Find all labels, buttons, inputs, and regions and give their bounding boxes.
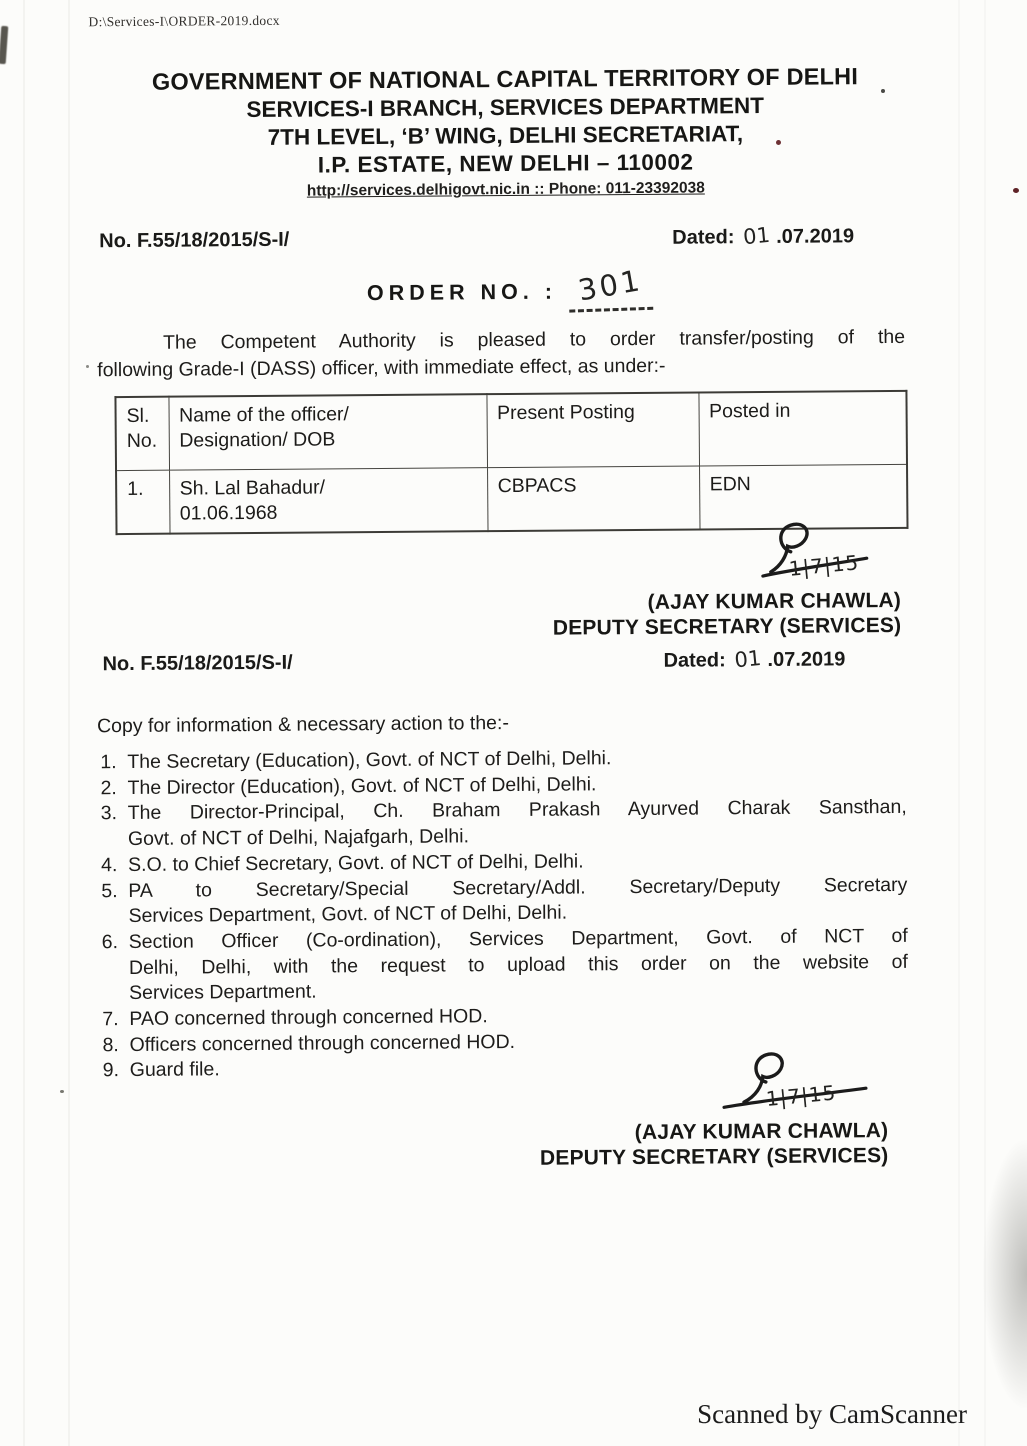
signature-scribble <box>760 521 871 589</box>
item-number: 4. <box>101 853 118 877</box>
scan-line <box>23 0 25 1446</box>
dated-rest: .07.2019 <box>767 648 846 671</box>
item-text-line: Delhi, Delhi, with the request to upload this order on the website of <box>128 950 908 979</box>
scan-line <box>958 0 960 1446</box>
item-text-line: The Director (Education), Govt. of NCT of Delhi, Delhi. <box>127 773 597 799</box>
scan-speck <box>60 1090 64 1093</box>
scan-line <box>68 0 70 1446</box>
scan-speck <box>86 365 89 368</box>
paragraph-line: The Competent Authority is pleased to order transfer/posting of the <box>162 325 906 354</box>
handwritten-day: 01 <box>742 222 772 250</box>
cell-sl-no: 1. <box>116 470 169 534</box>
item-number: 5. <box>101 879 118 902</box>
cell-officer-name: Sh. Lal Bahadur/ 01.06.1968 <box>169 468 487 534</box>
letterhead-government-line: GOVERNMENT OF NATIONAL CAPITAL TERRITORY OF DELHI <box>151 63 859 95</box>
item-number: 9. <box>102 1059 120 1082</box>
order-body-paragraph <box>97 324 905 384</box>
letterhead <box>99 61 912 203</box>
paragraph-line: following Grade-I (DASS) officer, with immediate effect, as under:- <box>97 354 666 382</box>
order-label: ORDER NO. : <box>366 279 558 306</box>
dated-label: Dated: <box>672 226 735 249</box>
item-text-line: Services Department, Govt. of NCT of Delhi, Delhi. <box>128 901 568 928</box>
signatory-title: DEPUTY SECRETARY (SERVICES) <box>539 1144 889 1170</box>
dated-rest: .07.2019 <box>776 225 855 248</box>
order-number-underline <box>568 262 654 313</box>
table-header-row <box>115 391 907 471</box>
letterhead-branch-line: SERVICES-I BRANCH, SERVICES DEPARTMENT <box>246 92 765 123</box>
file-path: D:\Services-I\ORDER-2019.docx <box>88 12 280 30</box>
col-header-officer-name: Name of the officer/ Designation/ DOB <box>168 394 487 470</box>
col-header-posted-in: Posted in <box>698 391 907 466</box>
item-number: 8. <box>102 1033 119 1056</box>
item-number: 2. <box>100 776 117 799</box>
order-number-line <box>0 262 1024 316</box>
item-text-line: The Secretary (Education), Govt. of NCT of Delhi, Delhi. <box>127 747 612 774</box>
file-number-2: No. F.55/18/2015/S-I/ <box>102 651 293 676</box>
item-text-line: Services Department. <box>129 980 317 1005</box>
distribution-item <box>101 795 907 853</box>
dated-line-1 <box>672 223 854 249</box>
dated-label: Dated: <box>663 649 726 672</box>
item-number: 7. <box>102 1008 119 1031</box>
signatory-name: (AJAY KUMAR CHAWLA) <box>647 588 902 614</box>
distribution-item <box>101 872 907 930</box>
camscanner-credit: Scanned by CamScanner <box>697 1399 967 1429</box>
item-text-line: Officers concerned through concerned HOD. <box>129 1030 516 1056</box>
letterhead-address-line: 7TH LEVEL, ‘B’ WING, DELHI SECRETARIAT, <box>267 121 744 150</box>
col-header-present-posting: Present Posting <box>486 393 699 468</box>
signature-scribble <box>720 1049 871 1119</box>
distribution-item <box>102 924 909 1007</box>
handwritten-signature-date: 1|7|15 <box>764 1080 838 1112</box>
item-number: 3. <box>100 802 118 825</box>
item-text-line: Govt. of NCT of Delhi, Najafgarh, Delhi. <box>127 825 470 851</box>
handwritten-day: 01 <box>733 645 763 673</box>
signature-block-2 <box>539 1049 888 1171</box>
signature-block-1 <box>552 521 901 641</box>
col-header-sl-no: Sl. No. <box>115 397 169 471</box>
file-number-1: No. F.55/18/2015/S-I/ <box>99 228 290 253</box>
dated-line-2 <box>663 646 845 672</box>
letterhead-contact: http://services.delhigovt.nic.in :: Phone: 011-23392038 <box>306 179 705 200</box>
transfer-posting-table <box>114 390 908 535</box>
scan-speck <box>1013 188 1019 193</box>
cell-present-posting: CBPACS <box>487 466 699 531</box>
letterhead-city-line: I.P. ESTATE, NEW DELHI – 110002 <box>317 149 694 178</box>
item-text-line: Guard file. <box>129 1058 220 1082</box>
item-text-line: Section Officer (Co-ordination), Services Department, Govt. of NCT of <box>128 924 908 953</box>
item-number: 1. <box>100 751 117 774</box>
item-text-line: S.O. to Chief Secretary, Govt. of NCT of Delhi, Delhi. <box>128 850 584 876</box>
distribution-list <box>100 744 909 1084</box>
item-text-line: The Director-Principal, Ch. Braham Prakash Ayurved Charak Sansthan, <box>127 796 907 825</box>
signatory-name: (AJAY KUMAR CHAWLA) <box>634 1119 889 1145</box>
scan-shadow <box>983 1140 1027 1408</box>
item-number: 6. <box>101 931 119 954</box>
item-text-line: PA to Secretary/Special Secretary/Addl. Secretary/Deputy Secretary <box>128 873 908 902</box>
copy-for-information-line: Copy for information & necessary action to the:- <box>96 712 509 738</box>
item-text-line: PAO concerned through concerned HOD. <box>129 1005 488 1031</box>
scan-speck <box>881 89 885 93</box>
handwritten-order-number: 301 <box>575 262 646 308</box>
handwritten-signature-date: 1|7|15 <box>787 550 861 581</box>
scan-speck <box>776 140 781 145</box>
signatory-title: DEPUTY SECRETARY (SERVICES) <box>552 613 902 640</box>
cell-posted-in: EDN <box>699 464 907 529</box>
